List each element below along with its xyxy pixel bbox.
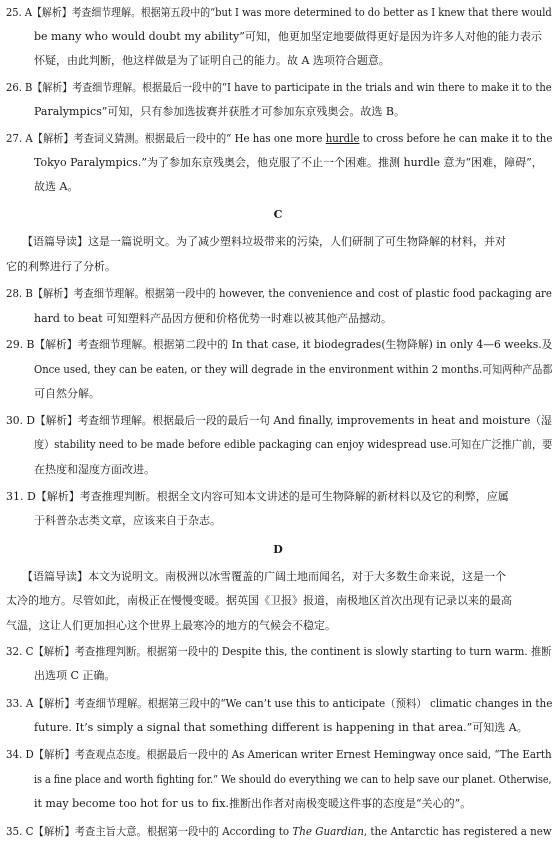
answer-35-line-1b: , the Antarctic has registered a new [363,825,552,838]
answer-31-line-1: 31. D【解析】考查推理判断。根据全文内容可知本文讲述的是可生物降解的新材料以及它的利弊，应属 [6,490,509,503]
answer-27-line-1b: to cross before he can make it to the [359,132,553,145]
answer-35-line-1a: 35. C【解析】考查主旨大意。根据第一段中的 According to [6,825,293,838]
answer-34-line-1: 34. D【解析】考查观点态度。根据最后一段中的 As American writer Ernest Hemingway once said, “The Earth [6,748,552,761]
answer-25-line-1: 25. A【解析】考查细节理解。根据第五段中的“but I was more determined to do better as I knew that there would [6,6,552,19]
answer-26-line-2: Paralympics”可知，只有参加选拔赛并获胜才可参加东京残奥会。故选 B。 [34,105,406,118]
answer-34-line-2: is a fine place and worth fighting for.” We should do everything we can to help save our planet. Otherwise, [34,773,552,786]
answer-32-line-1: 32. C【解析】考查推理判断。根据第一段中的 Despite this, the continent is slowly starting to turn warm. 推断 [6,645,552,658]
answer-30-line-3: 在热度和湿度方面改进。 [34,463,155,476]
answer-29-line-3: 可自然分解。 [34,387,100,400]
answer-25-line-3: 怀疑，由此判断，他这样做是为了证明自己的能力。故 A 选项符合题意。 [34,54,390,67]
answer-27-underlined-word: hurdle [325,132,360,145]
answer-35-line-1 [6,825,552,839]
section-d-heading: D [273,543,283,556]
answer-31-line-2: 于科普杂志类文章，应该来自于杂志。 [34,514,221,527]
section-d-intro-line-2: 太冷的地方。尽管如此，南极正在慢慢变暖。据英国《卫报》报道，南极地区首次出现有记录以来的最高 [6,594,512,607]
answer-29-line-2: Once used, they can be eaten, or they will degrade in the environment within 2 months.可知两种产品都 [34,363,553,376]
answer-30-line-2: 度）stability need to be made before edible packaging can enjoy widespread use.可知在广泛推广前，要 [34,438,553,451]
answer-28-line-2: hard to beat 可知塑料产品因方便和价格优势一时难以被其他产品撼动。 [34,312,393,325]
answer-27-line-3: 故选 A。 [34,180,79,193]
answer-27-line-1 [6,132,552,146]
answer-27-line-1a: 27. A【解析】考查词义猜测。根据最后一段中的“ He has one more [6,132,326,145]
answer-34-line-3: it may become too hot for us to fix.推断出作者对南极变暖这件事的态度是“关心的”。 [34,797,472,810]
answer-33-line-1: 33. A【解析】考查细节理解。根据第三段中的“We can’t use this to anticipate（预料） climatic changes in the [6,697,553,710]
answer-26-line-1: 26. B【解析】考查细节理解。根据最后一段中的“I have to participate in the trials and win there to make it to the [6,81,552,94]
section-c-intro-line-2: 它的利弊进行了分析。 [6,260,116,273]
answer-35-italic-title: The Guardian [292,825,364,838]
answer-28-line-1: 28. B【解析】考查细节理解。根据第一段中的 however, the convenience and cost of plastic food packaging are [6,287,552,300]
section-d-intro-line-3: 气温，这让人们更加担心这个世界上最寒冷的地方的气候会不稳定。 [6,619,336,632]
answer-29-line-1: 29. B【解析】考查细节理解。根据第二段中的 In that case, it biodegrades(生物降解) in only 4—6 weeks.及 [6,338,553,351]
answer-25-line-2: be many who would doubt my ability”可知，他更加坚定地要做得更好是因为许多人对他的能力表示 [34,30,542,43]
answer-32-line-2: 出选项 C 正确。 [34,669,116,682]
answer-27-line-2: Tokyo Paralympics.”为了参加东京残奥会，他克服了不止一个困难。推测 hurdle 意为“困难，障碍”， [34,156,543,169]
section-c-heading: C [273,208,283,221]
answer-33-line-2: future. It’s simply a signal that something different is happening in that area.”可知选 A。 [34,721,528,734]
answer-30-line-1: 30. D【解析】考查细节理解。根据最后一段的最后一句 And finally, improvements in heat and moisture（湿 [6,414,552,427]
section-d-intro-line-1: 【语篇导读】本文为说明文。南极洲以冰雪覆盖的广阔土地而闻名，对于大多数生命来说，这是一个 [22,570,506,583]
section-c-intro-line-1: 【语篇导读】这是一篇说明文。为了减少塑料垃圾带来的污染，人们研制了可生物降解的材料，并对 [22,235,506,248]
